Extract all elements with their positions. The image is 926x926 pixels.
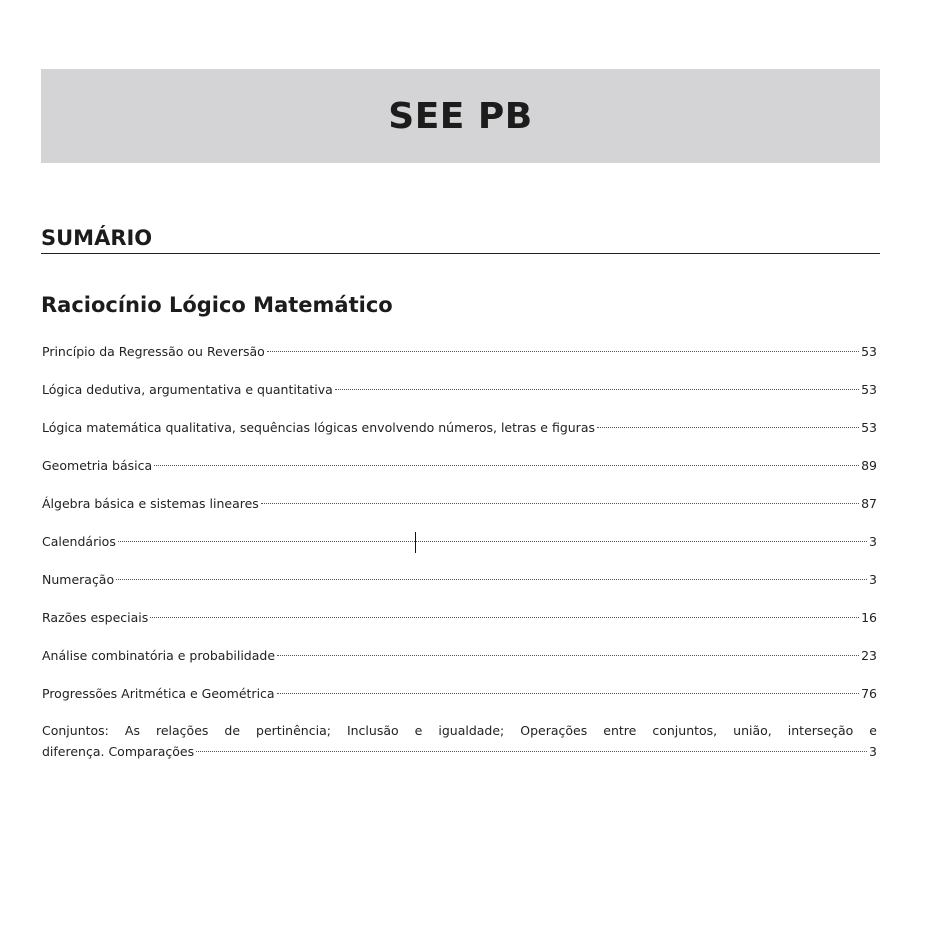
toc-leader-dots [118, 541, 867, 542]
toc-entry-label: Conjuntos: As relações de pertinência; Inclusão e igualdade; Operações entre conjuntos, união, interseção e [42, 723, 877, 738]
toc-entry-page: 3 [869, 534, 877, 549]
toc-leader-dots [150, 617, 859, 618]
toc-entry-page: 3 [869, 572, 877, 587]
toc-entry-label-continued: diferença. Comparações [42, 744, 195, 759]
toc-entry-page: 3 [869, 744, 877, 759]
text-cursor [415, 532, 416, 553]
toc-entry-page: 53 [861, 420, 877, 435]
toc-entry-label: Álgebra básica e sistemas lineares [42, 496, 259, 511]
toc-entry-label: Lógica dedutiva, argumentativa e quantitativa [42, 382, 333, 397]
toc-entry [42, 606, 877, 644]
toc-entry-page: 89 [861, 458, 877, 473]
toc-leader-dots [116, 579, 867, 580]
toc-leader-dots [277, 655, 859, 656]
toc-leader-dots [335, 389, 859, 390]
toc-entry [42, 492, 877, 530]
toc-entry-label: Razões especiais [42, 610, 149, 625]
toc-leader-dots [277, 693, 860, 694]
toc-entry-label: Geometria básica [42, 458, 153, 473]
toc-entry-label: Lógica matemática qualitativa, sequências lógicas envolvendo números, letras e figuras [42, 420, 595, 435]
toc-entry [42, 340, 877, 378]
toc-entry [42, 720, 877, 762]
toc-entry-page: 53 [861, 382, 877, 397]
toc-leader-dots [154, 465, 859, 466]
document-title: SEE PB [388, 95, 533, 137]
toc-leader-dots [196, 751, 867, 752]
toc-entry-label: Progressões Aritmética e Geométrica [42, 686, 275, 701]
toc-entry [42, 644, 877, 682]
toc-leader-dots [261, 503, 859, 504]
toc-entry-page: 76 [861, 686, 877, 701]
toc-entry-page: 53 [861, 344, 877, 359]
toc-entry-label: Calendários [42, 534, 116, 549]
summary-heading [41, 224, 880, 254]
toc-entry-label: Princípio da Regressão ou Reversão [42, 344, 265, 359]
summary-heading-text: SUMÁRIO [41, 226, 153, 250]
toc-entry-page: 23 [861, 648, 877, 663]
toc-entry-page: 16 [861, 610, 877, 625]
toc-entry [42, 378, 877, 416]
toc-entry [42, 682, 877, 720]
toc-entry [42, 454, 877, 492]
toc-leader-dots [267, 351, 859, 352]
toc-entry-label: Análise combinatória e probabilidade [42, 648, 276, 663]
header-banner [41, 69, 880, 163]
toc-entry-continuation [42, 741, 877, 762]
toc-entry [42, 416, 877, 454]
section-title: Raciocínio Lógico Matemático [41, 293, 393, 317]
toc-leader-dots [597, 427, 859, 428]
toc-entry [42, 530, 877, 568]
toc-entry-label: Numeração [42, 572, 115, 587]
toc-entry-page: 87 [861, 496, 877, 511]
toc-entry [42, 568, 877, 606]
table-of-contents [42, 340, 877, 762]
